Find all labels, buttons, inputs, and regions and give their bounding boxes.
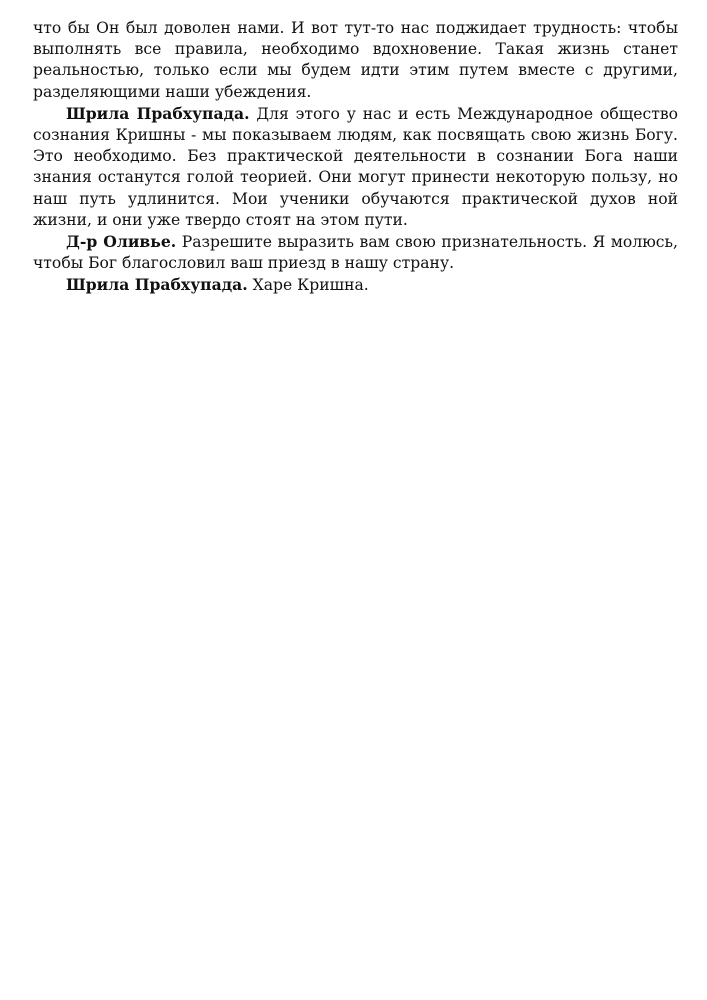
paragraph-continued: [33, 18, 678, 103]
paragraph-text: что бы Он был доволен нами. И вот тут-то нас поджидает трудность: чтобы выполнять все правила, необходимо вдохновение. Такая жизнь станет реальностью, только если мы будем идти этим путем вместе с другими, разделяющими наши убеждения.: [33, 19, 678, 101]
paragraph-olivier: [33, 231, 678, 274]
paragraph-prabhupada-2: [33, 274, 678, 296]
paragraph-text: Харе Кришна.: [252, 276, 369, 295]
paragraph-text: Разрешите выразить вам свою признательность. Я молюсь, чтобы Бог благословил ваш приезд в нашу страну.: [33, 233, 678, 273]
speaker-name: Шрила Прабхупада.: [66, 103, 250, 123]
speaker-name: Д-р Оливье.: [66, 232, 177, 252]
paragraph-text: Для этого у нас и есть Международное общество сознания Кришны - мы показываем людям, как посвящать свою жизнь Богу. Это необходимо. Без практической деятельности в сознании Бога наши знания останутся голой теорией. Они могут принести некоторую пользу, но наш путь удлинится. Мои ученики обучаются практической духов ной жизни, и они уже твердо стоят на этом пути.: [33, 104, 678, 229]
speaker-name: Шрила Прабхупада.: [66, 275, 248, 295]
document-page: [33, 18, 678, 297]
paragraph-prabhupada-1: [33, 103, 678, 231]
